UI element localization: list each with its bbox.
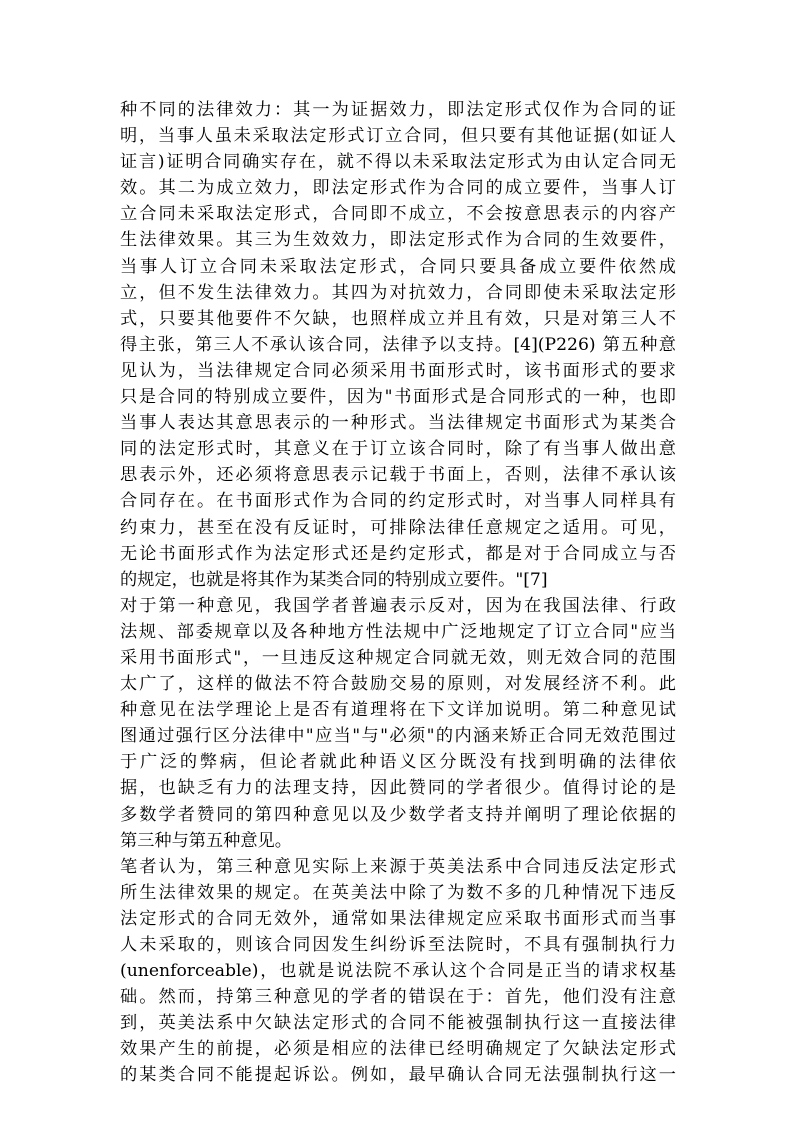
text-line: 的某类合同不能提起诉讼。例如，最早确认合同无法强制执行这一 <box>120 1065 676 1086</box>
text-line: 法规、部委规章以及各种地方性法规中广泛地规定了订立合同"应当 <box>120 621 676 642</box>
text-line: 笔者认为，第三种意见实际上来源于英美法系中合同违反法定形式 <box>120 856 676 877</box>
text-line: 得主张，第三人不承认该合同，法律予以支持。[4](P226) 第五种意 <box>120 334 676 355</box>
text-line: 约束力，甚至在没有反证时，可排除法律任意规定之适用。可见， <box>120 517 676 538</box>
text-line: 于广泛的弊病，但论者就此种语义区分既没有找到明确的法律依 <box>120 752 676 773</box>
text-line: 当事人订立合同未采取法定形式，合同只要具备成立要件依然成 <box>120 256 676 277</box>
text-line: 础。然而，持第三种意见的学者的错误在于：首先，他们没有注意 <box>120 987 676 1008</box>
text-line: 见认为，当法律规定合同必须采用书面形式时，该书面形式的要求 <box>120 360 676 381</box>
text-line: 人未采取的，则该合同因发生纠纷诉至法院时，不具有强制执行力 <box>120 935 676 955</box>
text-line: 对于第一种意见，我国学者普遍表示反对，因为在我国法律、行政 <box>120 595 676 616</box>
text-line: 立，但不发生法律效力。其四为对抗效力，合同即使未采取法定形 <box>120 282 676 303</box>
text-line: (unenforceable)，也就是说法院不承认这个合同是正当的请求权基 <box>120 961 676 982</box>
text-line: 生法律效果。其三为生效效力，即法定形式作为合同的生效要件， <box>120 230 676 251</box>
paragraph-end-line: 第三种与第五种意见。 <box>120 830 292 851</box>
text-line: 思表示外，还必须将意思表示记载于书面上，否则，法律不承认该 <box>120 465 676 486</box>
text-line: 法定形式的合同无效外，通常如果法律规定应采取书面形式而当事 <box>120 908 676 929</box>
text-line: 合同存在。在书面形式作为合同的约定形式时，对当事人同样具有 <box>120 491 676 512</box>
paragraph-end-line: 的规定，也就是将其作为某类合同的特别成立要件。"[7] <box>120 569 548 590</box>
text-line: 无论书面形式作为法定形式还是约定形式，都是对于合同成立与否 <box>120 543 676 564</box>
text-line: 多数学者赞同的第四种意见以及少数学者支持并阐明了理论依据的 <box>120 804 676 825</box>
body-text <box>120 97 676 1089</box>
text-line: 效。其二为成立效力，即法定形式作为合同的成立要件，当事人订 <box>120 178 676 199</box>
text-line: 式，只要其他要件不欠缺，也照样成立并且有效，只是对第三人不 <box>120 308 676 329</box>
text-line: 采用书面形式"，一旦违反这种规定合同就无效，则无效合同的范围 <box>120 647 676 668</box>
text-line: 据，也缺乏有力的法理支持，因此赞同的学者很少。值得讨论的是 <box>120 778 676 799</box>
text-line: 立合同未采取法定形式，合同即不成立，不会按意思表示的内容产 <box>120 204 676 225</box>
text-line: 种意见在法学理论上是否有道理将在下文详加说明。第二种意见试 <box>120 700 676 721</box>
text-line: 种不同的法律效力：其一为证据效力，即法定形式仅作为合同的证 <box>120 100 676 120</box>
text-line: 到，英美法系中欠缺法定形式的合同不能被强制执行这一直接法律 <box>120 1013 676 1034</box>
text-line: 证言)证明合同确实存在，就不得以未采取法定形式为由认定合同无 <box>120 152 676 173</box>
text-line: 太广了，这样的做法不符合鼓励交易的原则，对发展经济不利。此 <box>120 674 676 695</box>
text-line: 只是合同的特别成立要件，因为"书面形式是合同形式的一种，也即 <box>120 387 676 408</box>
text-line: 效果产生的前提，必须是相应的法律已经明确规定了欠缺法定形式 <box>120 1039 676 1060</box>
text-line: 图通过强行区分法律中"应当"与"必须"的内涵来矫正合同无效范围过 <box>120 726 676 747</box>
text-line: 同的法定形式时，其意义在于订立该合同时，除了有当事人做出意 <box>120 439 676 460</box>
text-line: 所生法律效果的规定。在英美法中除了为数不多的几种情况下违反 <box>120 882 676 903</box>
text-line: 明，当事人虽未采取法定形式订立合同，但只要有其他证据(如证人 <box>120 126 676 147</box>
text-line: 当事人表达其意思表示的一种形式。当法律规定书面形式为某类合 <box>120 413 676 434</box>
